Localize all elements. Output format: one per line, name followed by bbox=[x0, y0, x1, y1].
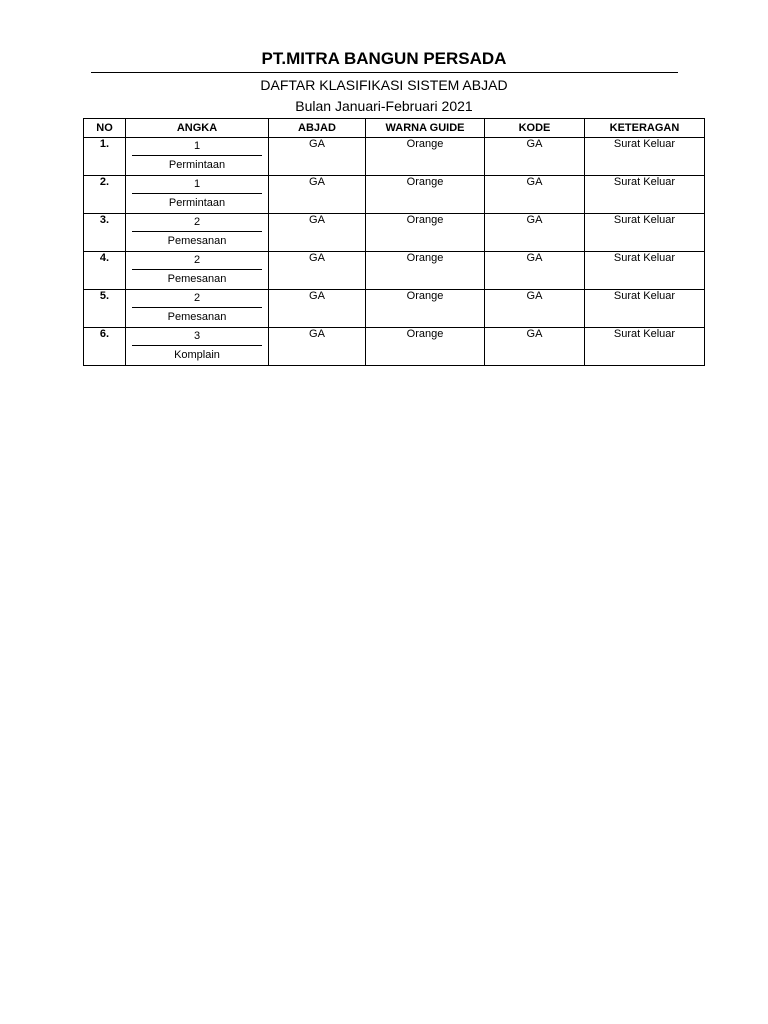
cell-keterangan: Surat Keluar bbox=[585, 138, 705, 176]
cell-keterangan: Surat Keluar bbox=[585, 290, 705, 328]
cell-keterangan: Surat Keluar bbox=[585, 176, 705, 214]
cell-angka bbox=[126, 176, 269, 214]
cell-no: 4. bbox=[84, 252, 126, 290]
cell-keterangan: Surat Keluar bbox=[585, 214, 705, 252]
cell-no: 1. bbox=[84, 138, 126, 176]
header-abjad: ABJAD bbox=[269, 119, 366, 138]
angka-category: Pemesanan bbox=[167, 311, 227, 323]
cell-warna-guide: Orange bbox=[366, 252, 485, 290]
cell-warna-guide: Orange bbox=[366, 290, 485, 328]
angka-number: 2 bbox=[132, 291, 262, 308]
cell-warna-guide: Orange bbox=[366, 176, 485, 214]
table-row bbox=[84, 138, 705, 176]
table-row bbox=[84, 290, 705, 328]
cell-angka bbox=[126, 328, 269, 366]
angka-category: Pemesanan bbox=[167, 273, 227, 285]
company-name: PT.MITRA BANGUN PERSADA bbox=[261, 49, 507, 68]
cell-no: 2. bbox=[84, 176, 126, 214]
classification-table bbox=[83, 118, 705, 366]
cell-abjad: GA bbox=[269, 252, 366, 290]
document-subtitle: DAFTAR KLASIFIKASI SISTEM ABJAD bbox=[260, 77, 508, 93]
cell-kode: GA bbox=[485, 290, 585, 328]
cell-warna-guide: Orange bbox=[366, 138, 485, 176]
angka-number: 3 bbox=[132, 329, 262, 346]
table-row bbox=[84, 214, 705, 252]
cell-no: 5. bbox=[84, 290, 126, 328]
table-row bbox=[84, 252, 705, 290]
cell-no: 6. bbox=[84, 328, 126, 366]
header-kode: KODE bbox=[485, 119, 585, 138]
table-row bbox=[84, 176, 705, 214]
header-warna-guide: WARNA GUIDE bbox=[366, 119, 485, 138]
cell-kode: GA bbox=[485, 214, 585, 252]
angka-number: 1 bbox=[132, 177, 262, 194]
document-period: Bulan Januari-Februari 2021 bbox=[295, 98, 473, 114]
angka-category: Komplain bbox=[174, 349, 220, 361]
header-keterangan: KETERAGAN bbox=[585, 119, 705, 138]
cell-kode: GA bbox=[485, 176, 585, 214]
cell-warna-guide: Orange bbox=[366, 328, 485, 366]
cell-keterangan: Surat Keluar bbox=[585, 252, 705, 290]
title-divider bbox=[91, 72, 678, 73]
cell-abjad: GA bbox=[269, 138, 366, 176]
header-angka: ANGKA bbox=[126, 119, 269, 138]
cell-kode: GA bbox=[485, 252, 585, 290]
cell-angka bbox=[126, 252, 269, 290]
table-header-row bbox=[84, 119, 705, 138]
cell-kode: GA bbox=[485, 328, 585, 366]
table-row bbox=[84, 328, 705, 366]
cell-abjad: GA bbox=[269, 176, 366, 214]
cell-abjad: GA bbox=[269, 214, 366, 252]
cell-no: 3. bbox=[84, 214, 126, 252]
cell-warna-guide: Orange bbox=[366, 214, 485, 252]
cell-abjad: GA bbox=[269, 290, 366, 328]
cell-angka bbox=[126, 290, 269, 328]
header-no: NO bbox=[84, 119, 126, 138]
cell-angka bbox=[126, 138, 269, 176]
angka-category: Permintaan bbox=[168, 159, 226, 171]
angka-number: 2 bbox=[132, 215, 262, 232]
angka-category: Pemesanan bbox=[167, 235, 227, 247]
cell-abjad: GA bbox=[269, 328, 366, 366]
angka-number: 1 bbox=[132, 139, 262, 156]
cell-angka bbox=[126, 214, 269, 252]
angka-number: 2 bbox=[132, 253, 262, 270]
angka-category: Permintaan bbox=[168, 197, 226, 209]
cell-keterangan: Surat Keluar bbox=[585, 328, 705, 366]
cell-kode: GA bbox=[485, 138, 585, 176]
